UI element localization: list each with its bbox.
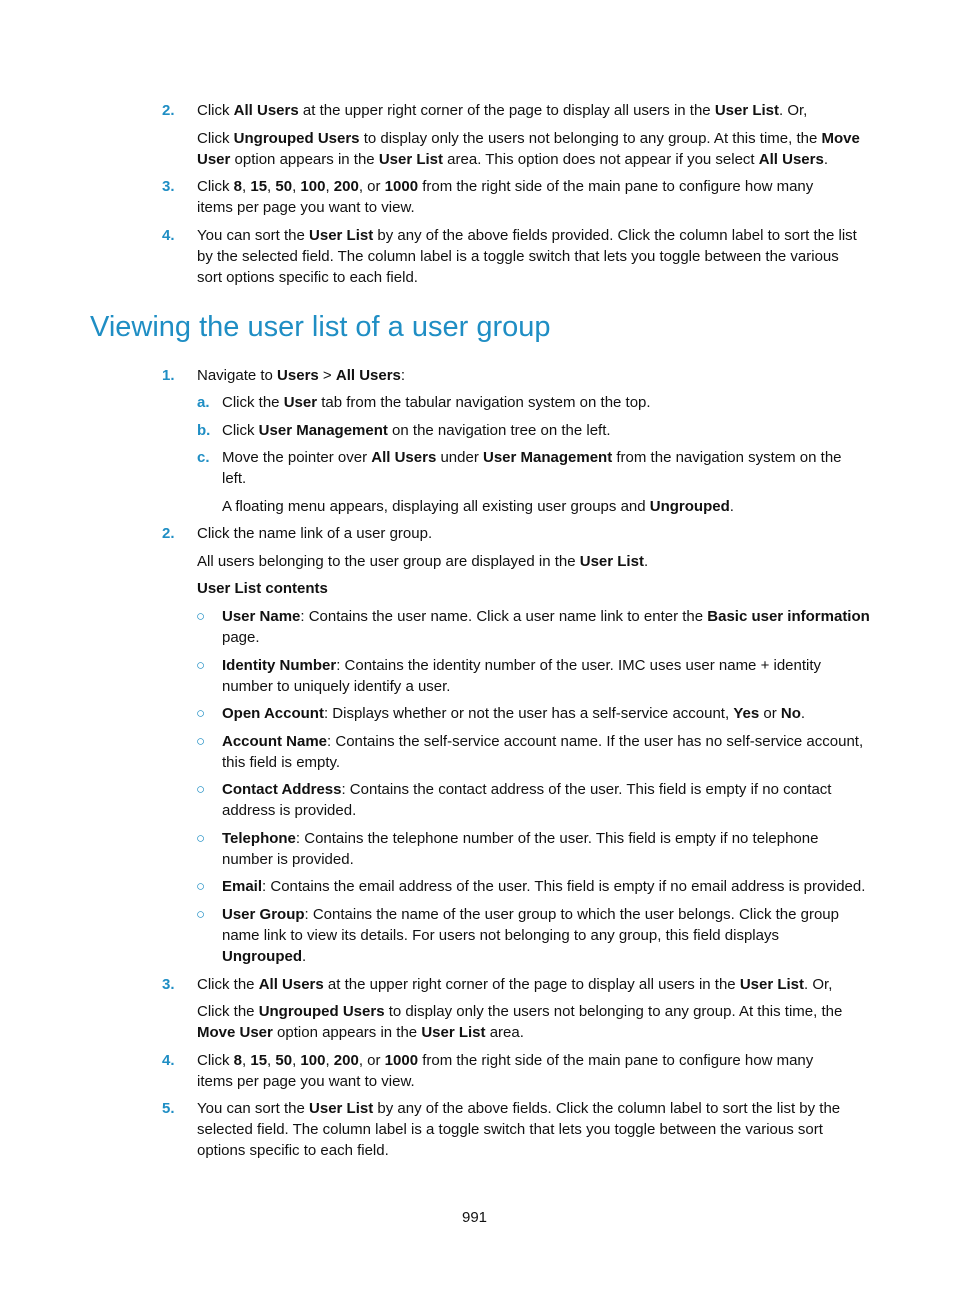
- bullet-icon: ○: [196, 878, 206, 895]
- bold-term: User List: [309, 1100, 374, 1117]
- bold-term: User: [197, 151, 231, 168]
- text-line: this field is empty.: [222, 754, 341, 771]
- step-number: 3.: [162, 178, 175, 195]
- bold-term: User List: [579, 553, 644, 570]
- text-line: Click All Users at the upper right corner of the page to display all users in the User List. Or,: [197, 102, 808, 119]
- text-line: Email: Contains the email address of the user. This field is empty if no email address is provided.: [222, 878, 866, 895]
- text-line: Click the User tab from the tabular navigation system on the top.: [222, 394, 651, 411]
- step-number: 2.: [162, 102, 175, 119]
- contents-label: User List contents: [197, 580, 328, 597]
- text-line: items per page you want to view.: [197, 199, 415, 216]
- text-line: number is provided.: [222, 851, 354, 868]
- bullet-text: [222, 904, 872, 967]
- text-line: Click the All Users at the upper right corner of the page to display all users in the User List. Or,: [197, 976, 833, 993]
- substep-note: [222, 496, 872, 517]
- bold-term: 50: [275, 1052, 293, 1069]
- step-text: [197, 176, 877, 218]
- bold-term: User: [283, 394, 318, 411]
- bold-term: User Management: [258, 422, 388, 439]
- step-text: [197, 974, 877, 995]
- bold-term: Ungrouped: [222, 948, 302, 965]
- bold-term: All Users: [371, 449, 437, 466]
- bold-term: User Group: [222, 906, 305, 923]
- bold-term: All Users: [335, 367, 401, 384]
- text-line: Ungrouped.: [222, 948, 307, 965]
- bold-term: 100: [300, 178, 326, 195]
- text-line: number to uniquely identify a user.: [222, 678, 451, 695]
- bold-term: 15: [250, 178, 268, 195]
- bold-term: 8: [233, 178, 243, 195]
- bullet-text: [222, 779, 872, 821]
- step-text: Navigate to Users > All Users:: [197, 367, 406, 384]
- bullet-text: [222, 876, 872, 897]
- bold-term: 1000: [384, 178, 419, 195]
- step-number: 3.: [162, 976, 175, 993]
- bold-term: 200: [333, 178, 359, 195]
- substep-text: [222, 392, 872, 413]
- bold-term: User Management: [483, 449, 613, 466]
- step-text: [197, 1098, 877, 1161]
- step-text: Click the name link of a user group.: [197, 525, 433, 542]
- bold-term: All Users: [258, 976, 324, 993]
- text-line: A floating menu appears, displaying all existing user groups and Ungrouped.: [222, 498, 734, 515]
- text-line: Open Account: Displays whether or not the user has a self-service account, Yes or No.: [222, 705, 806, 722]
- bold-term: User List: [421, 1024, 486, 1041]
- bullet-icon: ○: [196, 705, 206, 722]
- text-line: options specific to each field.: [197, 1142, 389, 1159]
- bullet-icon: ○: [196, 608, 206, 625]
- bold-term: 8: [233, 1052, 243, 1069]
- substep-text: [222, 420, 872, 441]
- bold-term: Move User: [197, 1024, 273, 1041]
- step-text: [197, 100, 877, 121]
- substep-letter: a.: [197, 394, 210, 411]
- bold-term: Ungrouped Users: [258, 1003, 385, 1020]
- bold-term: All Users: [233, 102, 299, 119]
- bullet-icon: ○: [196, 657, 206, 674]
- substep-letter: c.: [197, 449, 210, 466]
- bold-term: User List: [714, 102, 780, 119]
- text-line: You can sort the User List by any of the above fields provided. Click the column label to sort the list: [197, 227, 857, 244]
- bold-term: Telephone: [222, 830, 296, 847]
- text-line: address is provided.: [222, 802, 357, 819]
- text-line: Click User Management on the navigation tree on the left.: [222, 422, 611, 439]
- bullet-text: [222, 655, 872, 697]
- bold-term: Users: [277, 367, 319, 384]
- bold-term: Open Account: [222, 705, 324, 722]
- bold-term: Email: [222, 878, 263, 895]
- step-text: [197, 225, 877, 288]
- step-number: 2.: [162, 525, 175, 542]
- bullet-text: [222, 606, 872, 648]
- text-line: Contact Address: Contains the contact address of the user. This field is empty if no contact: [222, 781, 832, 798]
- bold-term: Contact Address: [222, 781, 342, 798]
- bold-term: 15: [250, 1052, 268, 1069]
- text-line: items per page you want to view.: [197, 1073, 415, 1090]
- bold-term: User List: [378, 151, 444, 168]
- text-line: Click 8, 15, 50, 100, 200, or 1000 from the right side of the main pane to configure how many: [197, 178, 814, 195]
- step-number: 4.: [162, 1052, 175, 1069]
- bold-term: Account Name: [222, 733, 328, 750]
- step-number: 5.: [162, 1100, 175, 1117]
- bold-term: Basic user information: [707, 608, 870, 625]
- bold-term: 100: [300, 1052, 326, 1069]
- text-line: User Name: Contains the user name. Click a user name link to enter the Basic user information: [222, 608, 870, 625]
- bold-term: No: [780, 705, 801, 722]
- bullet-text: [222, 731, 872, 773]
- bullet-icon: ○: [196, 781, 206, 798]
- text-line: You can sort the User List by any of the above fields. Click the column label to sort the list by the: [197, 1100, 841, 1117]
- bold-term: 200: [333, 1052, 359, 1069]
- page-number: 991: [462, 1209, 488, 1226]
- step-number: 1.: [162, 367, 175, 384]
- bold-term: User Name: [222, 608, 301, 625]
- text-line: selected field. The column label is a toggle switch that lets you toggle between the various sort: [197, 1121, 823, 1138]
- step-note: All users belonging to the user group are displayed in the User List.: [197, 553, 649, 570]
- text-line: page.: [222, 629, 260, 646]
- text-line: Move the pointer over All Users under User Management from the navigation system on the: [222, 449, 842, 466]
- step-text: [197, 128, 877, 170]
- bold-term: User List: [309, 227, 374, 244]
- bullet-icon: ○: [196, 830, 206, 847]
- bullet-icon: ○: [196, 733, 206, 750]
- text-line: User option appears in the User List area. This option does not appear if you select All Users.: [197, 151, 828, 168]
- text-line: Identity Number: Contains the identity number of the user. IMC uses user name + identity: [222, 657, 822, 674]
- bullet-text: [222, 828, 872, 870]
- bold-term: Yes: [733, 705, 760, 722]
- text-line: Click 8, 15, 50, 100, 200, or 1000 from the right side of the main pane to configure how many: [197, 1052, 814, 1069]
- bold-term: 50: [275, 178, 293, 195]
- text-line: sort options specific to each field.: [197, 269, 418, 286]
- step-number: 4.: [162, 227, 175, 244]
- text-line: by the selected field. The column label is a toggle switch that lets you toggle between the various: [197, 248, 839, 265]
- bold-term: All Users: [758, 151, 824, 168]
- substep-letter: b.: [197, 422, 211, 439]
- text-line: Telephone: Contains the telephone number of the user. This field is empty if no telephone: [222, 830, 819, 847]
- bold-term: Ungrouped: [649, 498, 730, 515]
- text-line: name link to view its details. For users not belonging to any group, this field displays: [222, 927, 779, 944]
- step-text: [197, 1050, 877, 1092]
- text-line: Click the Ungrouped Users to display only the users not belonging to any group. At this time, the: [197, 1003, 843, 1020]
- text-line: left.: [222, 470, 247, 487]
- section-heading: Viewing the user list of a user group: [90, 311, 551, 343]
- text-line: User Group: Contains the name of the user group to which the user belongs. Click the group: [222, 906, 839, 923]
- substep-text: [222, 447, 872, 489]
- bold-term: 1000: [384, 1052, 419, 1069]
- bold-term: Identity Number: [222, 657, 337, 674]
- text-line: Click Ungrouped Users to display only the users not belonging to any group. At this time, the Move: [197, 130, 860, 147]
- bold-term: Ungrouped Users: [233, 130, 360, 147]
- step-text: [197, 1001, 877, 1043]
- bold-term: Move: [821, 130, 860, 147]
- bold-term: User List: [739, 976, 805, 993]
- text-line: Account Name: Contains the self-service account name. If the user has no self-service account,: [222, 733, 864, 750]
- bullet-icon: ○: [196, 906, 206, 923]
- text-line: Move User option appears in the User List area.: [197, 1024, 524, 1041]
- bullet-text: [222, 703, 872, 724]
